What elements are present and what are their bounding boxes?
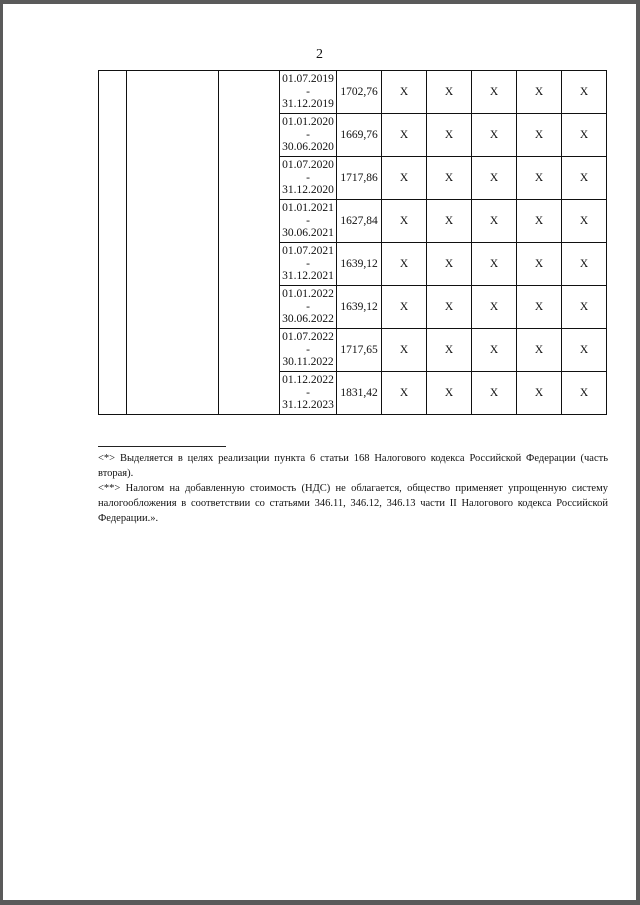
- x-mark-cell: X: [562, 71, 607, 114]
- period-cell: [280, 286, 337, 329]
- x-mark-cell: X: [472, 114, 517, 157]
- x-mark-cell: X: [472, 200, 517, 243]
- x-mark-cell: X: [562, 114, 607, 157]
- period-start: 01.01.2020: [282, 116, 334, 129]
- period-sep: -: [306, 257, 310, 270]
- period-cell: [280, 114, 337, 157]
- x-mark-cell: X: [517, 243, 562, 286]
- period-end: 31.12.2019: [282, 98, 334, 111]
- period-end: 30.06.2021: [282, 227, 334, 240]
- tariff-table: [98, 70, 607, 415]
- period-start: 01.01.2022: [282, 288, 334, 301]
- footnote-1: <*> Выделяется в целях реализации пункта 6 статьи 168 Налогового кодекса Российской Федерации (часть вторая).: [98, 453, 608, 479]
- period-start: 01.07.2019: [282, 73, 334, 86]
- x-mark-cell: X: [427, 329, 472, 372]
- page-number: 2: [316, 47, 323, 62]
- x-mark-cell: X: [562, 286, 607, 329]
- footnote-divider: [98, 446, 226, 447]
- x-mark-cell: X: [382, 286, 427, 329]
- price-cell: 1669,76: [337, 114, 382, 157]
- price-cell: 1702,76: [337, 71, 382, 114]
- period-sep: -: [306, 386, 310, 399]
- empty-merged-cell: [99, 71, 127, 415]
- price-cell: 1717,65: [337, 329, 382, 372]
- price-cell: 1639,12: [337, 286, 382, 329]
- period-cell: [280, 200, 337, 243]
- x-mark-cell: X: [382, 372, 427, 415]
- period-end: 31.12.2023: [282, 399, 334, 412]
- x-mark-cell: X: [427, 200, 472, 243]
- x-mark-cell: X: [517, 157, 562, 200]
- price-cell: 1831,42: [337, 372, 382, 415]
- x-mark-cell: X: [427, 286, 472, 329]
- x-mark-cell: X: [517, 286, 562, 329]
- period-cell: [280, 372, 337, 415]
- period-sep: -: [306, 214, 310, 227]
- x-mark-cell: X: [472, 329, 517, 372]
- empty-merged-cell: [219, 71, 280, 415]
- period-sep: -: [306, 128, 310, 141]
- table-row: [99, 71, 607, 114]
- period-end: 31.12.2020: [282, 184, 334, 197]
- period-sep: -: [306, 171, 310, 184]
- x-mark-cell: X: [562, 243, 607, 286]
- x-mark-cell: X: [562, 200, 607, 243]
- period-start: 01.07.2021: [282, 245, 334, 258]
- period-start: 01.07.2022: [282, 331, 334, 344]
- x-mark-cell: X: [427, 157, 472, 200]
- period-end: 30.06.2022: [282, 313, 334, 326]
- x-mark-cell: X: [427, 243, 472, 286]
- x-mark-cell: X: [562, 372, 607, 415]
- footnotes: [98, 451, 608, 526]
- period-cell: [280, 329, 337, 372]
- period-start: 01.07.2020: [282, 159, 334, 172]
- x-mark-cell: X: [427, 71, 472, 114]
- x-mark-cell: X: [472, 372, 517, 415]
- x-mark-cell: X: [382, 157, 427, 200]
- x-mark-cell: X: [517, 71, 562, 114]
- price-cell: 1639,12: [337, 243, 382, 286]
- x-mark-cell: X: [472, 243, 517, 286]
- period-start: 01.01.2021: [282, 202, 334, 215]
- x-mark-cell: X: [562, 329, 607, 372]
- price-cell: 1717,86: [337, 157, 382, 200]
- x-mark-cell: X: [472, 157, 517, 200]
- period-cell: [280, 157, 337, 200]
- period-end: 30.06.2020: [282, 141, 334, 154]
- x-mark-cell: X: [472, 71, 517, 114]
- x-mark-cell: X: [382, 200, 427, 243]
- period-sep: -: [306, 343, 310, 356]
- x-mark-cell: X: [517, 114, 562, 157]
- period-sep: -: [306, 300, 310, 313]
- x-mark-cell: X: [562, 157, 607, 200]
- x-mark-cell: X: [427, 114, 472, 157]
- x-mark-cell: X: [382, 114, 427, 157]
- period-cell: [280, 71, 337, 114]
- empty-merged-cell: [127, 71, 219, 415]
- x-mark-cell: X: [517, 372, 562, 415]
- footnote-2: <**> Налогом на добавленную стоимость (НДС) не облагается, общество применяет упрощенную систему налогообложения в соответствии со статьями 346.11, 346.12, 346.13 части II Налогового кодекса Российской Федерации.».: [98, 483, 608, 524]
- x-mark-cell: X: [427, 372, 472, 415]
- x-mark-cell: X: [382, 71, 427, 114]
- x-mark-cell: X: [472, 286, 517, 329]
- period-start: 01.12.2022: [282, 374, 334, 387]
- period-end: 31.12.2021: [282, 270, 334, 283]
- x-mark-cell: X: [382, 243, 427, 286]
- x-mark-cell: X: [517, 329, 562, 372]
- period-cell: [280, 243, 337, 286]
- document-page: [3, 4, 636, 900]
- x-mark-cell: X: [382, 329, 427, 372]
- period-sep: -: [306, 85, 310, 98]
- price-cell: 1627,84: [337, 200, 382, 243]
- x-mark-cell: X: [517, 200, 562, 243]
- period-end: 30.11.2022: [282, 356, 334, 369]
